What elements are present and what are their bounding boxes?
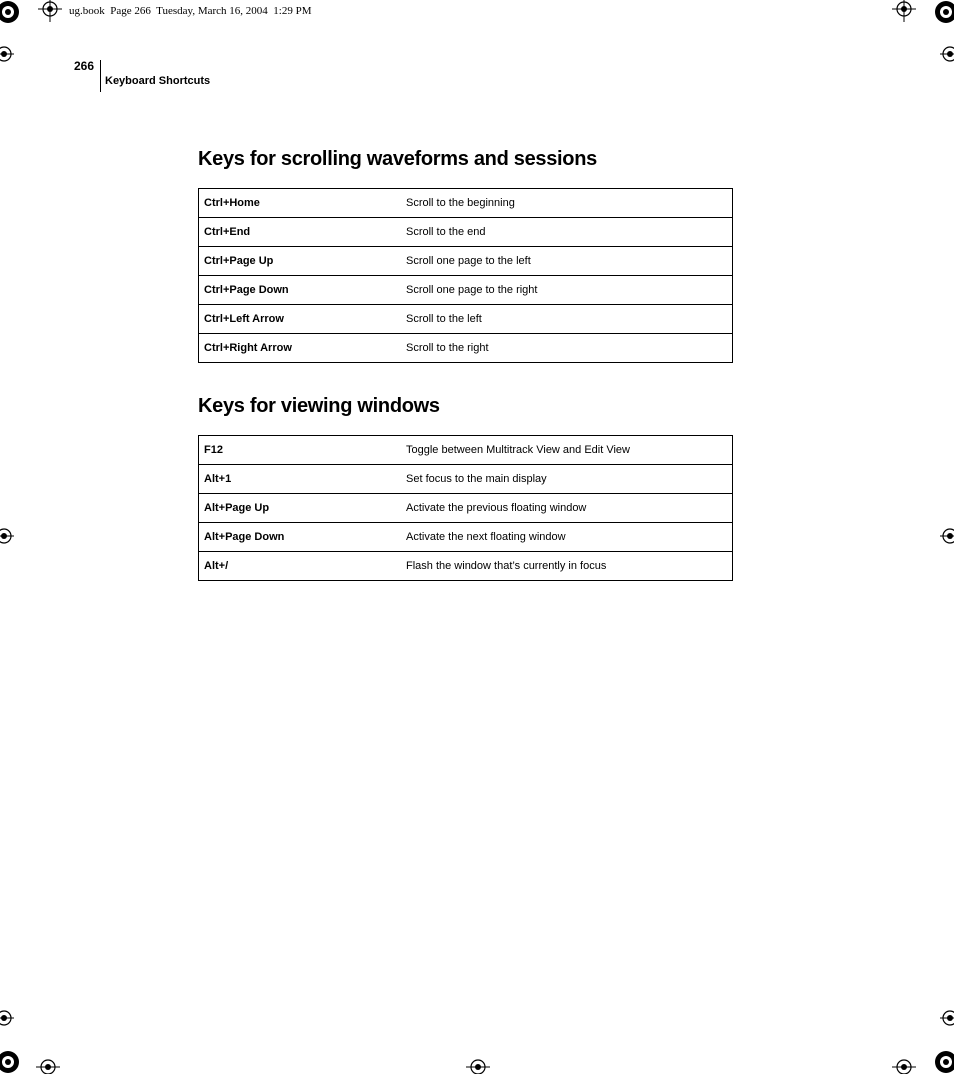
starburst-mark-icon — [934, 1048, 954, 1074]
registration-mark-icon — [938, 524, 954, 548]
shortcut-key: Alt+1 — [199, 465, 402, 494]
page-number: 266 — [74, 59, 95, 73]
shortcut-table — [198, 435, 733, 581]
registration-mark-icon — [38, 0, 62, 24]
shortcut-action: Scroll one page to the right — [401, 276, 733, 305]
table-row — [199, 276, 733, 305]
shortcut-action: Scroll one page to the left — [401, 247, 733, 276]
table-row — [199, 494, 733, 523]
table-row — [199, 189, 733, 218]
registration-mark-icon — [892, 0, 916, 24]
registration-mark-icon — [36, 1055, 60, 1074]
shortcut-action: Set focus to the main display — [401, 465, 733, 494]
shortcut-action: Toggle between Multitrack View and Edit View — [401, 436, 733, 465]
table-row — [199, 334, 733, 363]
shortcut-key: Alt+/ — [199, 552, 402, 581]
registration-mark-icon — [892, 1055, 916, 1074]
registration-mark-icon — [0, 42, 16, 66]
shortcut-key: Ctrl+Page Down — [199, 276, 402, 305]
header-divider — [100, 60, 101, 92]
shortcut-key: F12 — [199, 436, 402, 465]
shortcut-key: Ctrl+Home — [199, 189, 402, 218]
shortcut-key: Ctrl+Left Arrow — [199, 305, 402, 334]
shortcut-action: Activate the previous floating window — [401, 494, 733, 523]
shortcut-action: Scroll to the right — [401, 334, 733, 363]
table-row — [199, 552, 733, 581]
shortcut-action: Activate the next floating window — [401, 523, 733, 552]
table-row — [199, 436, 733, 465]
registration-mark-icon — [466, 1055, 490, 1074]
registration-mark-icon — [0, 1006, 16, 1030]
chapter-title: Keyboard Shortcuts — [105, 75, 211, 87]
shortcut-action: Scroll to the end — [401, 218, 733, 247]
section-heading: Keys for viewing windows — [198, 395, 440, 417]
starburst-mark-icon — [0, 1048, 20, 1074]
shortcut-key: Ctrl+End — [199, 218, 402, 247]
table-row — [199, 305, 733, 334]
registration-mark-icon — [938, 42, 954, 66]
table-row — [199, 523, 733, 552]
registration-mark-icon — [0, 524, 16, 548]
shortcut-key: Ctrl+Page Up — [199, 247, 402, 276]
shortcut-key: Alt+Page Up — [199, 494, 402, 523]
shortcut-table — [198, 188, 733, 363]
shortcut-action: Flash the window that’s currently in focus — [401, 552, 733, 581]
table-row — [199, 218, 733, 247]
table-row — [199, 465, 733, 494]
shortcut-key: Alt+Page Down — [199, 523, 402, 552]
shortcut-key: Ctrl+Right Arrow — [199, 334, 402, 363]
starburst-mark-icon — [934, 0, 954, 26]
shortcut-action: Scroll to the beginning — [401, 189, 733, 218]
starburst-mark-icon — [0, 0, 20, 26]
registration-mark-icon — [938, 1006, 954, 1030]
section-heading: Keys for scrolling waveforms and sessions — [198, 148, 597, 170]
print-slug: ug.book Page 266 Tuesday, March 16, 2004 1:29 PM — [69, 5, 312, 17]
table-row — [199, 247, 733, 276]
shortcut-action: Scroll to the left — [401, 305, 733, 334]
